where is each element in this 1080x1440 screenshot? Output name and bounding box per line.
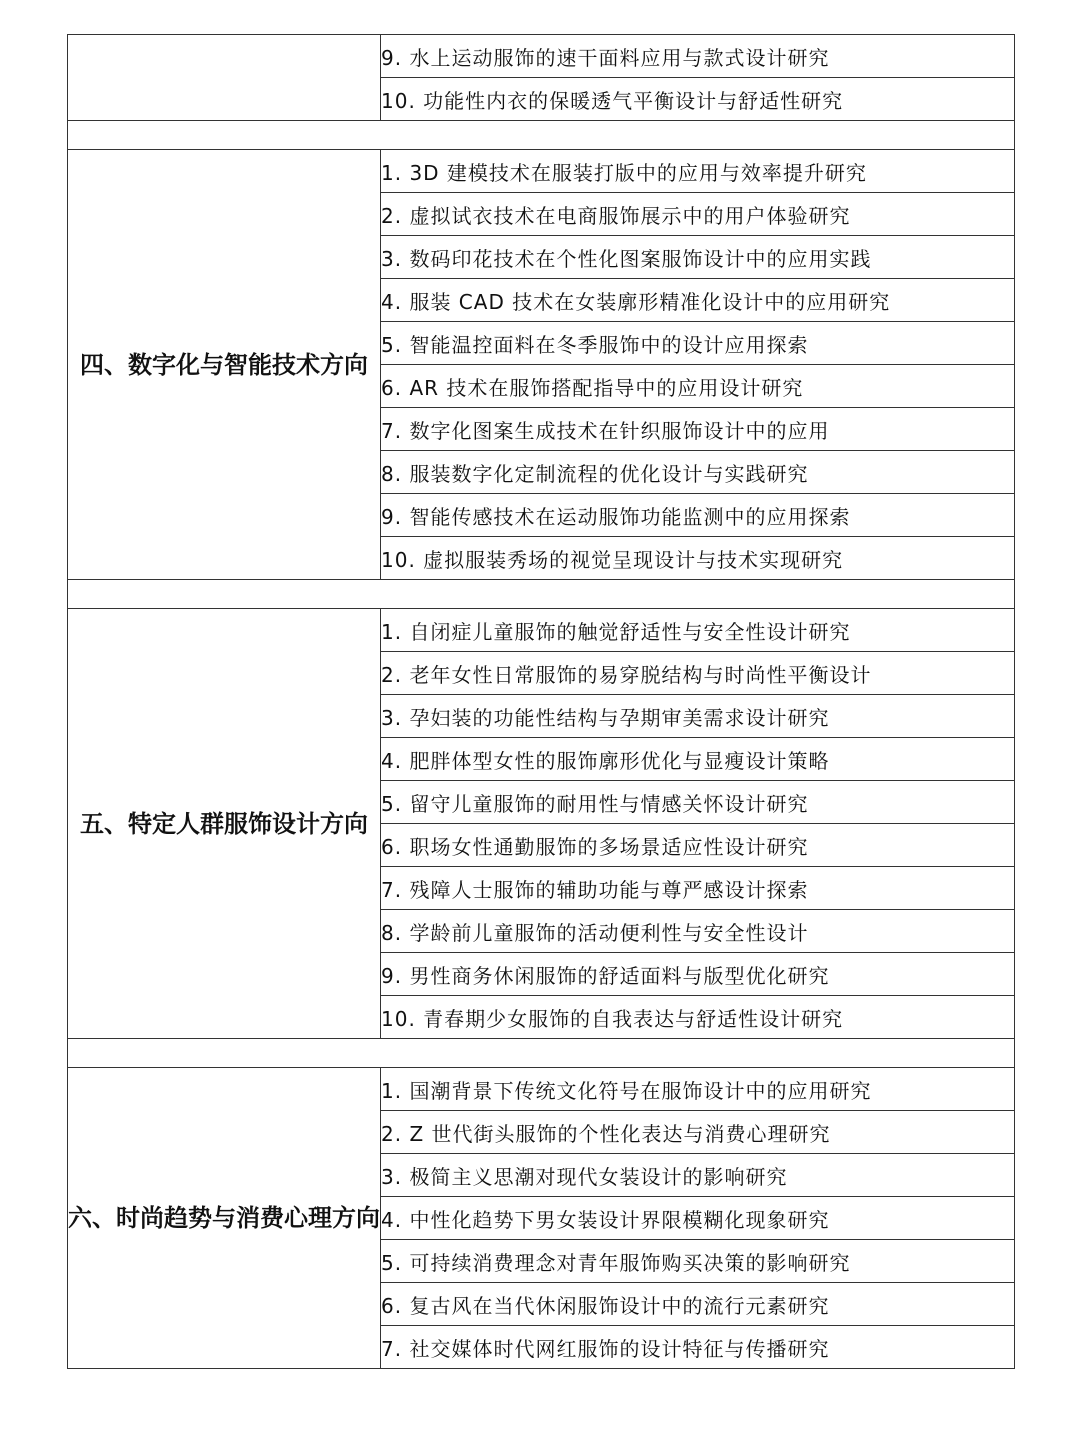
topic-item: 10. 功能性内衣的保暖透气平衡设计与舒适性研究: [381, 78, 1015, 121]
topic-item: 5. 智能温控面料在冬季服饰中的设计应用探索: [381, 322, 1015, 365]
topic-item: 10. 青春期少女服饰的自我表达与舒适性设计研究: [381, 996, 1015, 1039]
topics-table-body: [68, 35, 1015, 1369]
topic-item: 9. 智能传感技术在运动服饰功能监测中的应用探索: [381, 494, 1015, 537]
topic-item: 3. 数码印花技术在个性化图案服饰设计中的应用实践: [381, 236, 1015, 279]
topic-item: 7. 数字化图案生成技术在针织服饰设计中的应用: [381, 408, 1015, 451]
topic-item: 9. 男性商务休闲服饰的舒适面料与版型优化研究: [381, 953, 1015, 996]
topic-row: [68, 609, 1015, 652]
category-heading: 四、数字化与智能技术方向: [68, 150, 381, 580]
section-spacer-row: [68, 580, 1015, 609]
topic-item: 3. 孕妇装的功能性结构与孕期审美需求设计研究: [381, 695, 1015, 738]
topic-row: [68, 35, 1015, 78]
topic-item: 4. 中性化趋势下男女装设计界限模糊化现象研究: [381, 1197, 1015, 1240]
topic-row: [68, 1068, 1015, 1111]
section-spacer-row: [68, 1039, 1015, 1068]
topic-item: 3. 极简主义思潮对现代女装设计的影响研究: [381, 1154, 1015, 1197]
topic-item: 7. 残障人士服饰的辅助功能与尊严感设计探索: [381, 867, 1015, 910]
topic-item: 2. 虚拟试衣技术在电商服饰展示中的用户体验研究: [381, 193, 1015, 236]
topic-item: 4. 服装 CAD 技术在女装廓形精准化设计中的应用研究: [381, 279, 1015, 322]
topic-item: 1. 3D 建模技术在服装打版中的应用与效率提升研究: [381, 150, 1015, 193]
topic-item: 8. 学龄前儿童服饰的活动便利性与安全性设计: [381, 910, 1015, 953]
topic-item: 1. 国潮背景下传统文化符号在服饰设计中的应用研究: [381, 1068, 1015, 1111]
topics-table: [67, 34, 1015, 1369]
topic-item: 1. 自闭症儿童服饰的触觉舒适性与安全性设计研究: [381, 609, 1015, 652]
topic-item: 6. 职场女性通勤服饰的多场景适应性设计研究: [381, 824, 1015, 867]
topic-item: 9. 水上运动服饰的速干面料应用与款式设计研究: [381, 35, 1015, 78]
topic-item: 5. 可持续消费理念对青年服饰购买决策的影响研究: [381, 1240, 1015, 1283]
section-spacer: [68, 580, 1015, 609]
section-spacer: [68, 121, 1015, 150]
category-heading: 六、时尚趋势与消费心理方向: [68, 1068, 381, 1369]
topic-item: 6. AR 技术在服饰搭配指导中的应用设计研究: [381, 365, 1015, 408]
section-spacer-row: [68, 121, 1015, 150]
topic-item: 5. 留守儿童服饰的耐用性与情感关怀设计研究: [381, 781, 1015, 824]
topic-item: 4. 肥胖体型女性的服饰廓形优化与显瘦设计策略: [381, 738, 1015, 781]
topic-item: 2. Z 世代街头服饰的个性化表达与消费心理研究: [381, 1111, 1015, 1154]
topic-row: [68, 150, 1015, 193]
category-heading: 五、特定人群服饰设计方向: [68, 609, 381, 1039]
topic-item: 6. 复古风在当代休闲服饰设计中的流行元素研究: [381, 1283, 1015, 1326]
topic-item: 7. 社交媒体时代网红服饰的设计特征与传播研究: [381, 1326, 1015, 1369]
topic-item: 8. 服装数字化定制流程的优化设计与实践研究: [381, 451, 1015, 494]
category-heading: [68, 35, 381, 121]
section-spacer: [68, 1039, 1015, 1068]
topic-item: 10. 虚拟服装秀场的视觉呈现设计与技术实现研究: [381, 537, 1015, 580]
topic-item: 2. 老年女性日常服饰的易穿脱结构与时尚性平衡设计: [381, 652, 1015, 695]
